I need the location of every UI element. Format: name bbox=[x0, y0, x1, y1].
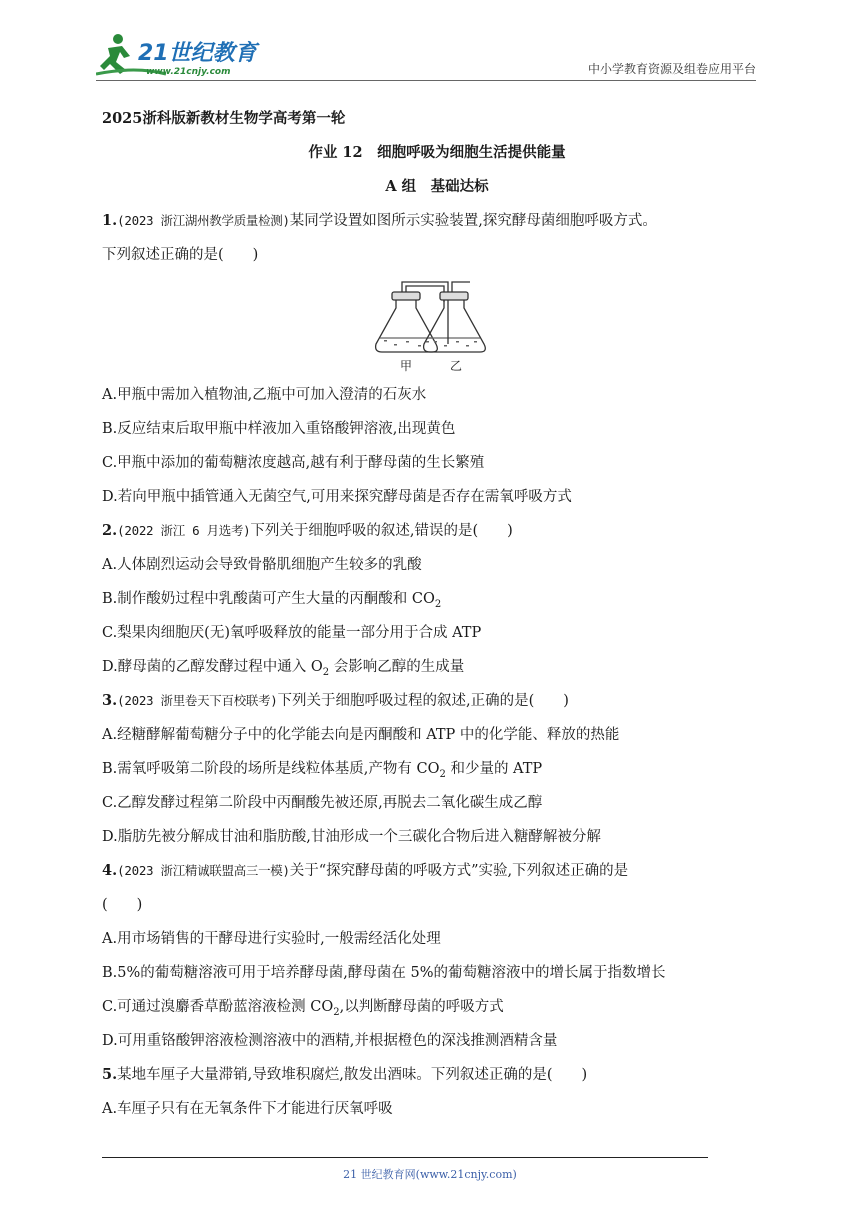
question-5-stem: 5.某地车厘子大量滞销,导致堆积腐烂,散发出酒味。下列叙述正确的是( ) bbox=[102, 1066, 588, 1083]
question-4-option-b: B.5%的葡萄糖溶液可用于培养酵母菌,酵母菌在 5%的葡萄糖溶液中的增长属于指数增长 bbox=[102, 965, 666, 981]
question-1-option-a: A.甲瓶中需加入植物油,乙瓶中可加入澄清的石灰水 bbox=[102, 387, 427, 403]
header-divider bbox=[96, 80, 756, 81]
flask-label-jia: 甲 bbox=[400, 359, 413, 373]
question-1-stem: 1.(2023 浙江湖州教学质量检测)某同学设置如图所示实验装置,探究酵母菌细胞呼吸方式。 bbox=[102, 212, 657, 229]
logo-text: 21世纪教育 bbox=[138, 41, 257, 66]
question-2-option-b: B.制作酸奶过程中乳酸菌可产生大量的丙酮酸和 $CO_2$ bbox=[102, 591, 442, 610]
question-3-stem: 3.(2023 浙里卷天下百校联考)下列关于细胞呼吸过程的叙述,正确的是( ) bbox=[102, 692, 569, 709]
question-4-option-c: C.可通过溴麝香草酚蓝溶液检测 $CO_2$,以判断酵母菌的呼吸方式 bbox=[102, 999, 504, 1018]
question-3-option-d: D.脂肪先被分解成甘油和脂肪酸,甘油形成一个三碳化合物后进入糖酵解被分解 bbox=[102, 829, 601, 845]
series-title: 2025浙科版新教材生物学高考第一轮 bbox=[102, 110, 346, 127]
question-4-stem-cont: ( ) bbox=[102, 897, 143, 913]
question-2-option-a: A.人体剧烈运动会导致骨骼肌细胞产生较多的乳酸 bbox=[102, 557, 422, 573]
question-2-stem: 2.(2022 浙江 6 月选考)下列关于细胞呼吸的叙述,错误的是( ) bbox=[102, 522, 513, 539]
question-3-option-c: C.乙醇发酵过程第二阶段中丙酮酸先被还原,再脱去二氧化碳生成乙醇 bbox=[102, 795, 543, 811]
group-title: A 组 基础达标 bbox=[385, 178, 489, 195]
assignment-title: 作业 12 细胞呼吸为细胞生活提供能量 bbox=[308, 144, 566, 161]
question-2-option-c: C.梨果肉细胞厌(无)氧呼吸释放的能量一部分用于合成 ATP bbox=[102, 625, 482, 641]
question-1-option-c: C.甲瓶中添加的葡萄糖浓度越高,越有利于酵母菌的生长繁殖 bbox=[102, 455, 485, 471]
logo-url: www.21cnjy.com bbox=[146, 67, 231, 77]
question-5-option-a: A.车厘子只有在无氧条件下才能进行厌氧呼吸 bbox=[102, 1101, 393, 1117]
question-4-option-a: A.用市场销售的干酵母进行实验时,一般需经活化处理 bbox=[102, 931, 441, 947]
question-3-option-b: B.需氧呼吸第二阶段的场所是线粒体基质,产物有 $CO_2$ 和少量的 ATP bbox=[102, 761, 543, 780]
question-1-stem-cont: 下列叙述正确的是( ) bbox=[102, 247, 259, 263]
question-4-option-d: D.可用重铬酸钾溶液检测溶液中的酒精,并根据橙色的深浅推测酒精含量 bbox=[102, 1033, 558, 1049]
document-body bbox=[102, 102, 772, 1126]
question-1-option-d: D.若向甲瓶中插管通入无菌空气,可用来探究酵母菌是否存在需氧呼吸方式 bbox=[102, 489, 572, 505]
flask-apparatus-figure bbox=[102, 274, 772, 374]
flask-label-yi: 乙 bbox=[450, 359, 463, 373]
page-header bbox=[0, 0, 860, 90]
question-1-option-b: B.反应结束后取甲瓶中样液加入重铬酸钾溶液,出现黄色 bbox=[102, 421, 456, 437]
footer-divider bbox=[102, 1157, 708, 1158]
question-2-option-d: D.酵母菌的乙醇发酵过程中通入 $O_2$ 会影响乙醇的生成量 bbox=[102, 659, 465, 678]
question-4-stem: 4.(2023 浙江精诚联盟高三一模)关于“探究酵母菌的呼吸方式”实验,下列叙述正确的是 bbox=[102, 862, 629, 879]
question-3-option-a: A.经糖酵解葡萄糖分子中的化学能去向是丙酮酸和 ATP 中的化学能、释放的热能 bbox=[102, 727, 620, 743]
page-footer: 21 世纪教育网(www.21cnjy.com) bbox=[343, 1168, 517, 1181]
site-logo bbox=[96, 30, 261, 80]
platform-name: 中小学教育资源及组卷应用平台 bbox=[587, 62, 756, 76]
